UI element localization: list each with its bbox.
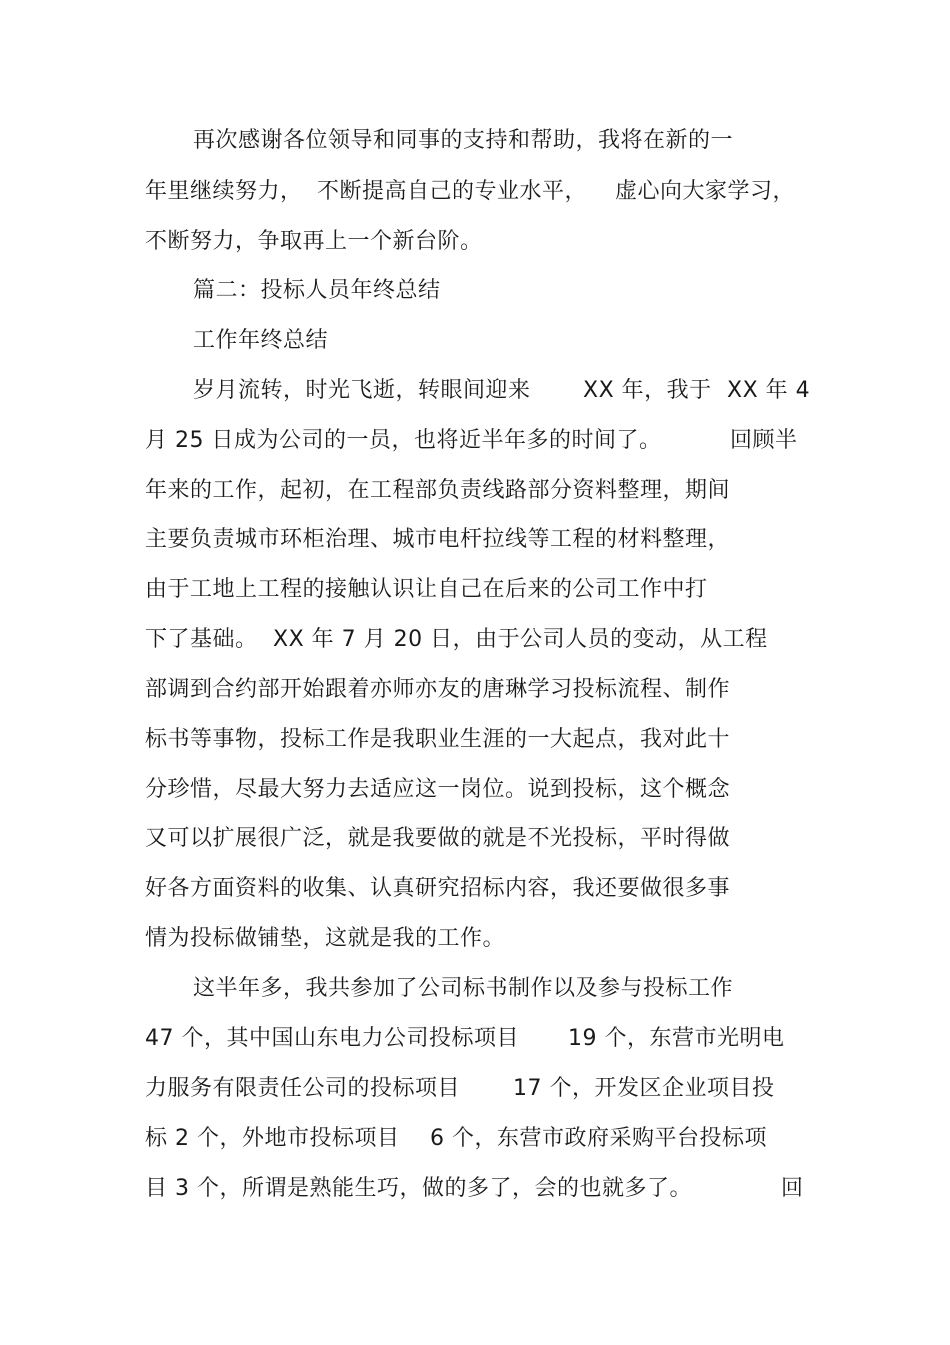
text-segment: 47 个，其中国山东电力公司投标项目 [145,1026,519,1051]
text-segment: 主要负责城市环柜治理、城市电杆拉线等工程的材料整理， [145,527,731,552]
text-line [145,570,708,610]
text-segment: 这半年多，我共参加了公司标书制作以及参与投标工作 [193,976,734,1001]
text-segment: 分珍惜，尽最大努力去适应这一岗位。说到投标，这个概念 [145,777,731,802]
text-segment: 年来的工作，起初，在工程部负责线路部分资料整理，期间 [145,478,731,503]
text-line [145,919,505,959]
text-segment: 再次感谢各位领导和同事的支持和帮助，我将在新的一 [193,128,734,153]
text-segment: 回顾半 [730,428,798,453]
text-segment: 17 个，开发区企业项目投 [513,1076,775,1101]
text-segment: 下了基础。 [145,627,258,652]
text-line [145,720,730,760]
text-line [145,1069,775,1109]
text-line [145,869,730,909]
section-heading [193,271,441,311]
text-line [145,770,730,810]
text-segment: 年里继续努力， [145,179,303,204]
text-segment: 由于工地上工程的接触认识让自己在后来的公司工作中打 [145,577,708,602]
text-segment: XX 年 4 [727,378,811,403]
text-line [145,222,483,262]
text-line [145,1169,804,1209]
text-segment: 19 个，东营市光明电 [568,1026,785,1051]
text-segment: 岁月流转，时光飞逝，转眼间迎来 [193,378,531,403]
text-segment: 虚心向大家学习， [615,179,796,204]
text-segment: 6 个，东营市政府采购平台投标项 [430,1126,767,1151]
text-segment: 工作年终总结 [193,328,329,353]
text-line [145,421,798,461]
text-line [145,471,730,511]
text-segment: 力服务有限责任公司的投标项目 [145,1076,461,1101]
text-segment: 部调到合约部开始跟着亦师亦友的唐琳学习投标流程、制作 [145,677,731,702]
text-segment: 不断努力，争取再上一个新台阶。 [145,229,483,254]
text-segment: 篇二：投标人员年终总结 [193,278,441,303]
text-line [145,620,768,660]
text-segment: XX 年，我于 [583,378,712,403]
text-line [193,371,811,411]
text-line [193,121,733,161]
text-line [145,1119,767,1159]
text-line [193,969,733,1009]
text-segment: 又可以扩展很广泛，就是我要做的就是不光投标，平时得做 [145,826,731,851]
text-segment: 标 2 个，外地市投标项目 [145,1126,400,1151]
text-line [145,172,796,212]
text-segment: 不断提高自己的专业水平， [317,179,588,204]
text-segment: XX 年 7 月 20 日，由于公司人员的变动，从工程 [273,627,768,652]
text-segment: 目 3 个，所谓是熟能生巧，做的多了，会的也就多了。 [145,1176,692,1201]
text-line [145,1019,785,1059]
section-subheading [193,321,328,361]
text-segment: 月 25 日成为公司的一员，也将近半年多的时间了。 [145,428,662,453]
text-line [145,520,730,560]
text-line [145,670,730,710]
text-segment: 好各方面资料的收集、认真研究招标内容，我还要做很多事 [145,876,731,901]
text-segment: 情为投标做铺垫，这就是我的工作。 [145,926,506,951]
text-segment: 回 [781,1176,804,1201]
text-line [145,819,730,859]
text-segment: 标书等事物，投标工作是我职业生涯的一大起点，我对此十 [145,727,731,752]
